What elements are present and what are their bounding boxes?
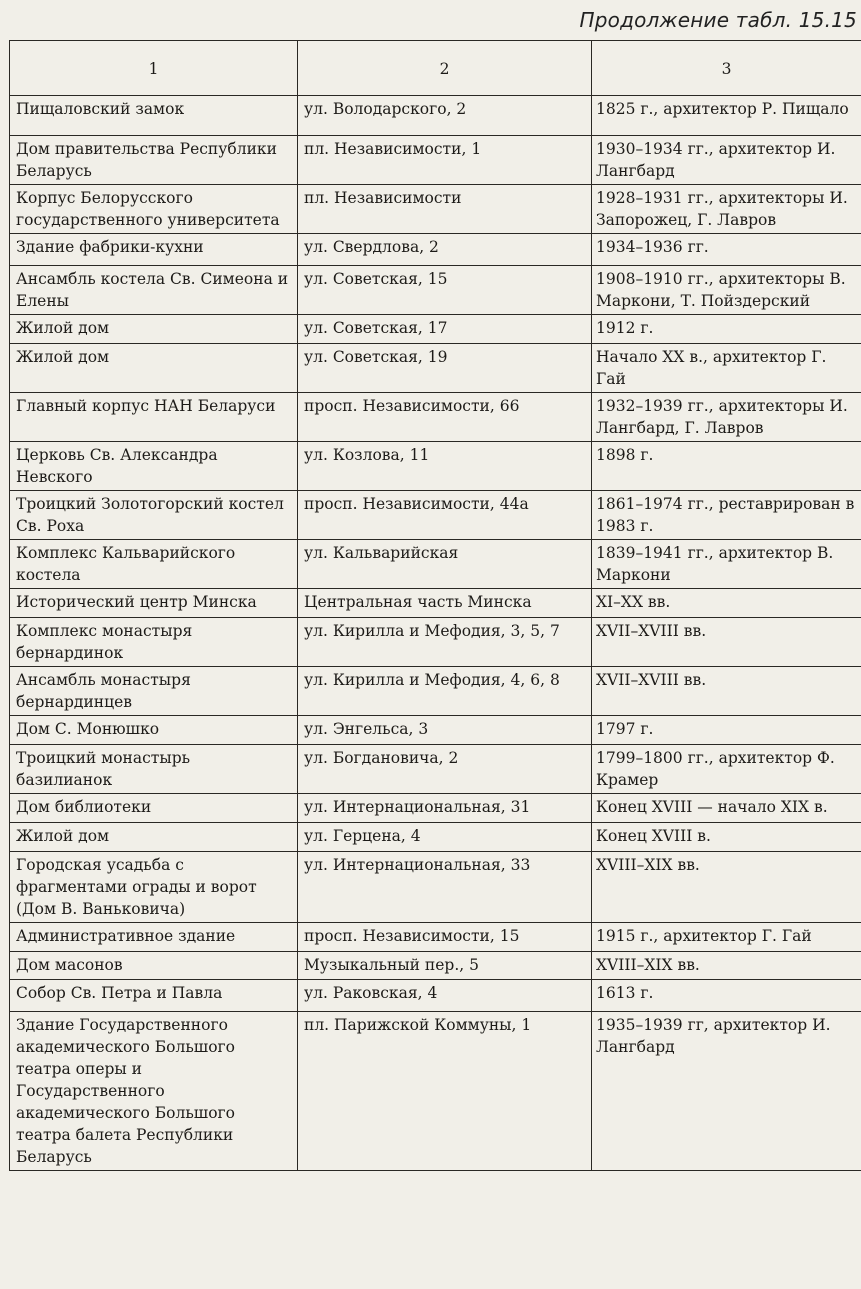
date-architect-cell: Конец XVIII в. xyxy=(592,823,861,852)
date-architect-cell: XVII–XVIII вв. xyxy=(592,618,861,667)
address-cell: ул. Раковская, 4 xyxy=(298,980,592,1012)
table-caption: Продолжение табл. 15.15 xyxy=(579,8,857,32)
table-row xyxy=(10,980,861,1012)
date-architect-cell: XI–XX вв. xyxy=(592,589,861,618)
table-row xyxy=(10,618,861,667)
table-row xyxy=(10,667,861,716)
address-cell: ул. Кальварийская xyxy=(298,540,592,589)
date-architect-cell: 1613 г. xyxy=(592,980,861,1012)
monument-name-cell: Ансамбль монастыря бернардинцев xyxy=(10,667,298,716)
address-cell: ул. Кирилла и Мефодия, 4, 6, 8 xyxy=(298,667,592,716)
address-cell: просп. Независимости, 15 xyxy=(298,923,592,952)
table-row xyxy=(10,589,861,618)
table-row xyxy=(10,266,861,315)
address-cell: ул. Интернациональная, 31 xyxy=(298,794,592,823)
date-architect-cell: 1825 г., архитектор Р. Пищало xyxy=(592,96,861,136)
table-row xyxy=(10,96,861,136)
address-cell: ул. Володарского, 2 xyxy=(298,96,592,136)
monument-name-cell: Троицкий Золотогорский костел Св. Роха xyxy=(10,491,298,540)
address-cell: ул. Советская, 15 xyxy=(298,266,592,315)
table-body xyxy=(10,96,861,1171)
header-row xyxy=(10,41,861,96)
table-row xyxy=(10,540,861,589)
address-cell: Музыкальный пер., 5 xyxy=(298,952,592,980)
address-cell: пл. Парижской Коммуны, 1 xyxy=(298,1012,592,1171)
date-architect-cell: 1799–1800 гг., архитектор Ф. Крамер xyxy=(592,745,861,794)
date-architect-cell: Начало XX в., архитектор Г. Гай xyxy=(592,344,861,393)
date-architect-cell: 1915 г., архитектор Г. Гай xyxy=(592,923,861,952)
address-cell: пл. Независимости xyxy=(298,185,592,234)
monument-name-cell: Жилой дом xyxy=(10,315,298,344)
date-architect-cell: 1908–1910 гг., архитекторы В. Маркони, Т. Пойздерский xyxy=(592,266,861,315)
monument-name-cell: Дом правительства Республики Беларусь xyxy=(10,136,298,185)
address-cell: ул. Энгельса, 3 xyxy=(298,716,592,745)
date-architect-cell: 1839–1941 гг., архитектор В. Маркони xyxy=(592,540,861,589)
table-row xyxy=(10,315,861,344)
address-cell: ул. Богдановича, 2 xyxy=(298,745,592,794)
monument-name-cell: Жилой дом xyxy=(10,344,298,393)
table-row xyxy=(10,442,861,491)
table-row xyxy=(10,952,861,980)
monument-name-cell: Исторический центр Минска xyxy=(10,589,298,618)
date-architect-cell: 1935–1939 гг, архитектор И. Лангбард xyxy=(592,1012,861,1171)
monument-name-cell: Дом масонов xyxy=(10,952,298,980)
address-cell: ул. Свердлова, 2 xyxy=(298,234,592,266)
table-row xyxy=(10,344,861,393)
address-cell: просп. Независимости, 44а xyxy=(298,491,592,540)
address-cell: Центральная часть Минска xyxy=(298,589,592,618)
table-row xyxy=(10,1012,861,1171)
address-cell: ул. Герцена, 4 xyxy=(298,823,592,852)
date-architect-cell: Конец XVIII — начало XIX в. xyxy=(592,794,861,823)
table-row xyxy=(10,716,861,745)
date-architect-cell: 1932–1939 гг., архитекторы И. Лангбард, Г. Лавров xyxy=(592,393,861,442)
date-architect-cell: XVIII–XIX вв. xyxy=(592,952,861,980)
date-architect-cell: 1928–1931 гг., архитекторы И. Запорожец, Г. Лавров xyxy=(592,185,861,234)
address-cell: просп. Независимости, 66 xyxy=(298,393,592,442)
monument-name-cell: Главный корпус НАН Беларуси xyxy=(10,393,298,442)
address-cell: пл. Независимости, 1 xyxy=(298,136,592,185)
address-cell: ул. Советская, 17 xyxy=(298,315,592,344)
date-architect-cell: 1934–1936 гг. xyxy=(592,234,861,266)
address-cell: ул. Кирилла и Мефодия, 3, 5, 7 xyxy=(298,618,592,667)
monument-name-cell: Дом С. Монюшко xyxy=(10,716,298,745)
column-header-1: 1 xyxy=(10,41,298,96)
date-architect-cell: 1797 г. xyxy=(592,716,861,745)
monument-name-cell: Дом библиотеки xyxy=(10,794,298,823)
monument-name-cell: Жилой дом xyxy=(10,823,298,852)
monument-name-cell: Городская усадьба с фрагментами ограды и ворот (Дом В. Ваньковича) xyxy=(10,852,298,923)
monument-name-cell: Комплекс Кальварийского костела xyxy=(10,540,298,589)
date-architect-cell: 1861–1974 гг., реставрирован в 1983 г. xyxy=(592,491,861,540)
monument-name-cell: Комплекс монастыря бернардинок xyxy=(10,618,298,667)
table-row xyxy=(10,136,861,185)
monument-name-cell: Административное здание xyxy=(10,923,298,952)
address-cell: ул. Козлова, 11 xyxy=(298,442,592,491)
table-row xyxy=(10,393,861,442)
address-cell: ул. Интернациональная, 33 xyxy=(298,852,592,923)
table-row xyxy=(10,923,861,952)
date-architect-cell: XVII–XVIII вв. xyxy=(592,667,861,716)
table-row xyxy=(10,794,861,823)
address-cell: ул. Советская, 19 xyxy=(298,344,592,393)
monuments-table xyxy=(9,40,861,1171)
table-row xyxy=(10,491,861,540)
table-row xyxy=(10,745,861,794)
monument-name-cell: Собор Св. Петра и Павла xyxy=(10,980,298,1012)
date-architect-cell: 1912 г. xyxy=(592,315,861,344)
monument-name-cell: Здание фабрики-кухни xyxy=(10,234,298,266)
table-row xyxy=(10,852,861,923)
monument-name-cell: Церковь Св. Александра Невского xyxy=(10,442,298,491)
monument-name-cell: Пищаловский замок xyxy=(10,96,298,136)
monument-name-cell: Ансамбль костела Св. Симеона и Елены xyxy=(10,266,298,315)
table-row xyxy=(10,234,861,266)
date-architect-cell: 1898 г. xyxy=(592,442,861,491)
monument-name-cell: Здание Государственного академического Большого театра оперы и Государственного академического Большого театра балета Республики Беларусь xyxy=(10,1012,298,1171)
monument-name-cell: Корпус Белорусского государственного университета xyxy=(10,185,298,234)
table-row xyxy=(10,185,861,234)
column-header-3: 3 xyxy=(592,41,861,96)
date-architect-cell: XVIII–XIX вв. xyxy=(592,852,861,923)
column-header-2: 2 xyxy=(298,41,592,96)
table-row xyxy=(10,823,861,852)
monument-name-cell: Троицкий монастырь базилианок xyxy=(10,745,298,794)
date-architect-cell: 1930–1934 гг., архитектор И. Лангбард xyxy=(592,136,861,185)
